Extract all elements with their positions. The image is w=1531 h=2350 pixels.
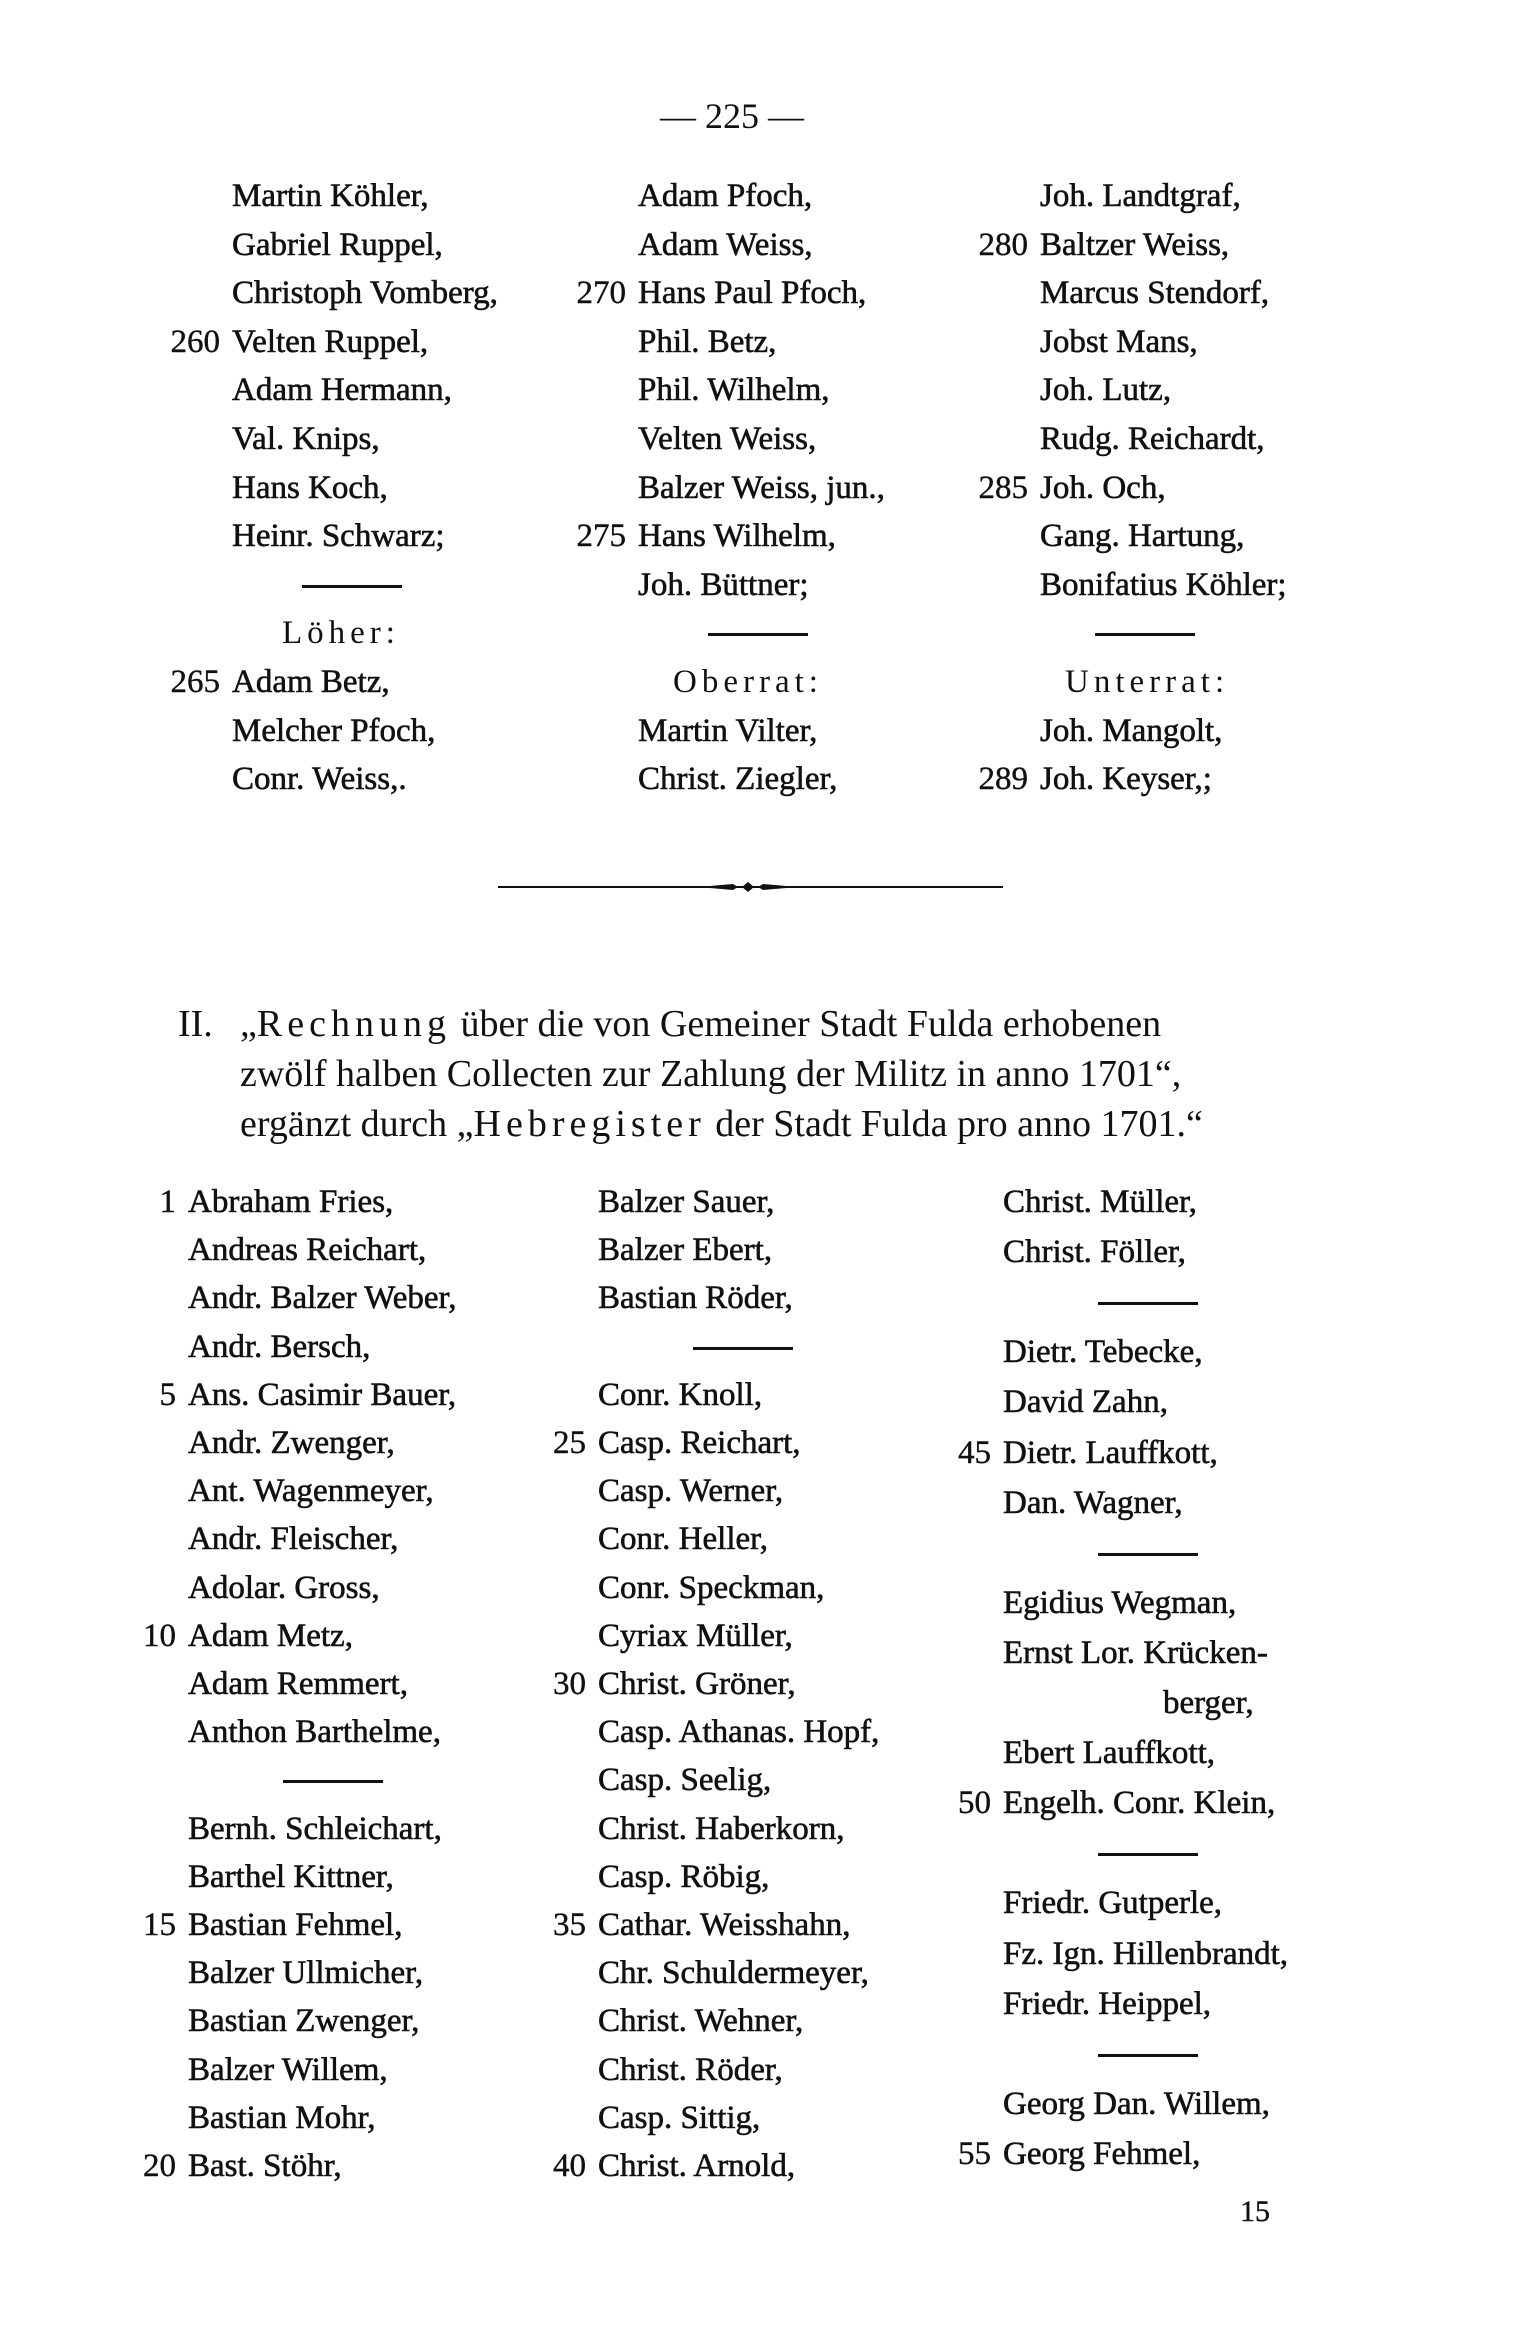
entry-number: 45 (958, 1434, 991, 1471)
name-entry: Bernh. Schleichart, (188, 1810, 442, 1847)
name-entry: Adam Remmert, (188, 1666, 408, 1702)
name-entry: Adam Pfoch, (638, 178, 813, 214)
name-entry: Engelh. Conr. Klein, (1003, 1785, 1276, 1822)
name-entry: Andreas Reichart, (188, 1232, 427, 1269)
entry-number: 289 (978, 761, 1028, 798)
name-entry: Joh. Mangolt, (1040, 712, 1223, 749)
name-entry: Anthon Barthelme, (188, 1714, 441, 1751)
entry-number: 5 (159, 1376, 176, 1413)
name-entry: berger, (1163, 1685, 1254, 1721)
group-heading: Unterrat: (1065, 664, 1230, 700)
name-entry: Bonifatius Köhler; (1040, 566, 1287, 603)
heading-rest: über die von Gemeiner Stadt Fulda erhobenen (450, 1003, 1162, 1045)
name-entry: Gang. Hartung, (1040, 518, 1245, 555)
spaced-title: Hebregister (473, 1103, 706, 1145)
name-entry: Gabriel Ruppel, (232, 226, 443, 263)
name-entry: Velten Ruppel, (232, 323, 429, 360)
entry-number: 25 (553, 1425, 586, 1461)
heading-rest: der Stadt Fulda pro anno 1701.“ (705, 1103, 1203, 1145)
name-entry: Balzer Weiss, jun., (638, 469, 885, 506)
name-entry: Ebert Lauffkott, (1003, 1735, 1215, 1772)
name-entry: Melcher Pfoch, (232, 712, 436, 749)
name-entry: Chr. Schuldermeyer, (598, 1955, 869, 1992)
name-entry: Conr. Heller, (598, 1521, 769, 1558)
name-entry: Andr. Bersch, (188, 1328, 371, 1365)
name-entry: Andr. Balzer Weber, (188, 1280, 457, 1317)
name-entry: Barthel Kittner, (188, 1858, 394, 1895)
name-entry: Friedr. Gutperle, (1003, 1885, 1223, 1922)
name-entry: Jobst Mans, (1040, 323, 1198, 360)
name-entry: Christ. Wehner, (598, 2003, 804, 2040)
name-entry: Adam Betz, (232, 664, 390, 700)
name-entry: Ernst Lor. Krücken- (1003, 1634, 1268, 1671)
name-entry: Phil. Wilhelm, (638, 372, 830, 409)
name-entry: Balzer Willem, (188, 2051, 388, 2088)
entry-number: 260 (170, 323, 220, 360)
entry-number: 20 (143, 2148, 176, 2184)
entry-number: 50 (958, 1785, 991, 1822)
name-entry: Abraham Fries, (188, 1184, 394, 1220)
name-entry: Casp. Werner, (598, 1473, 784, 1510)
name-entry: Dietr. Lauffkott, (1003, 1434, 1218, 1471)
group-heading: Löher: (282, 615, 400, 652)
name-entry: Joh. Landtgraf, (1040, 178, 1241, 214)
separator-rule (1098, 1553, 1198, 1556)
name-entry: Bastian Zwenger, (188, 2003, 420, 2040)
name-entry: Hans Wilhelm, (638, 518, 836, 555)
name-entry: Adam Weiss, (638, 226, 813, 263)
signature-mark: 15 (1240, 2195, 1270, 2228)
name-entry: Christ. Gröner, (598, 1666, 796, 1702)
page-number: — 225 — (660, 96, 804, 136)
name-entry: Conr. Speckman, (598, 1569, 825, 1606)
name-entry: Rudg. Reichardt, (1040, 421, 1265, 457)
separator-rule (1098, 1853, 1198, 1856)
entry-number: 280 (978, 226, 1028, 263)
name-entry: Marcus Stendorf, (1040, 275, 1270, 312)
entry-number: 30 (553, 1666, 586, 1702)
name-entry: Conr. Knoll, (598, 1376, 763, 1413)
name-entry: Christ. Arnold, (598, 2148, 796, 2184)
name-entry: Christ. Röder, (598, 2051, 783, 2088)
entry-number: 285 (978, 469, 1028, 506)
separator-rule (708, 633, 808, 636)
name-entry: Bastian Röder, (598, 1280, 793, 1317)
name-entry: Baltzer Weiss, (1040, 226, 1230, 263)
name-entry: Cathar. Weisshahn, (598, 1907, 851, 1943)
name-entry: Adam Hermann, (232, 372, 452, 409)
name-entry: Georg Fehmel, (1003, 2135, 1201, 2172)
entry-number: 275 (576, 518, 626, 555)
name-entry: Casp. Röbig, (598, 1858, 770, 1895)
name-entry: Ans. Casimir Bauer, (188, 1376, 457, 1413)
name-entry: Martin Vilter, (638, 712, 818, 749)
name-entry: Hans Koch, (232, 469, 388, 506)
heading-start: ergänzt durch „ (240, 1103, 474, 1145)
entry-number: 35 (553, 1907, 586, 1943)
name-entry: Bastian Fehmel, (188, 1907, 403, 1943)
name-entry: Hans Paul Pfoch, (638, 275, 867, 312)
entry-number: 10 (143, 1617, 176, 1654)
name-entry: Val. Knips, (232, 421, 380, 457)
name-entry: Casp. Seelig, (598, 1762, 772, 1799)
entry-number: 40 (553, 2148, 586, 2184)
name-entry: Casp. Sittig, (598, 2099, 761, 2136)
name-entry: Dan. Wagner, (1003, 1484, 1183, 1521)
separator-rule (1095, 633, 1195, 636)
name-entry: Phil. Betz, (638, 323, 777, 360)
entry-number: 270 (576, 275, 626, 312)
separator-rule (302, 585, 402, 588)
name-entry: Christ. Haberkorn, (598, 1810, 845, 1847)
name-entry: Balzer Ullmicher, (188, 1955, 424, 1992)
entry-number: 55 (958, 2135, 991, 2172)
heading-line-1 (240, 1005, 1161, 1043)
name-entry: Adam Metz, (188, 1617, 353, 1654)
name-entry: Christ. Ziegler, (638, 761, 838, 798)
name-entry: Joh. Büttner; (638, 566, 809, 603)
name-entry: Martin Köhler, (232, 178, 429, 214)
name-entry: Casp. Athanas. Hopf, (598, 1714, 880, 1751)
separator-rule (693, 1347, 793, 1350)
ornament-divider (498, 880, 1003, 894)
name-entry: Adolar. Gross, (188, 1569, 380, 1606)
name-entry: Ant. Wagenmeyer, (188, 1473, 434, 1510)
name-entry: Casp. Reichart, (598, 1425, 801, 1461)
separator-rule (283, 1780, 383, 1783)
name-entry: Velten Weiss, (638, 421, 817, 457)
name-entry: Christ. Föller, (1003, 1234, 1186, 1271)
entry-number: 265 (170, 664, 220, 700)
name-entry: Joh. Keyser,; (1040, 761, 1212, 798)
name-entry: Bast. Stöhr, (188, 2148, 342, 2184)
heading-line-2: zwölf halben Collecten zur Zahlung der Militz in anno 1701“, (240, 1053, 1182, 1095)
name-entry: Friedr. Heippel, (1003, 1985, 1212, 2022)
open-quote: „ (240, 1003, 257, 1045)
name-entry: Dietr. Tebecke, (1003, 1334, 1203, 1371)
separator-rule (1098, 1302, 1198, 1305)
name-entry: Egidius Wegman, (1003, 1584, 1237, 1621)
name-entry: Balzer Sauer, (598, 1184, 775, 1220)
entry-number: 15 (143, 1907, 176, 1943)
name-entry: Conr. Weiss,. (232, 761, 407, 798)
name-entry: Christ. Müller, (1003, 1184, 1197, 1220)
section-numeral: II. (178, 1003, 213, 1045)
name-entry: Balzer Ebert, (598, 1232, 773, 1269)
entry-number: 1 (159, 1184, 176, 1220)
name-entry: Andr. Fleischer, (188, 1521, 399, 1558)
name-entry: Bastian Mohr, (188, 2099, 376, 2136)
separator-rule (1098, 2054, 1198, 2057)
name-entry: Joh. Lutz, (1040, 372, 1172, 409)
name-entry: Cyriax Müller, (598, 1617, 793, 1654)
name-entry: Andr. Zwenger, (188, 1425, 395, 1461)
group-heading: Oberrat: (673, 664, 823, 700)
name-entry: Joh. Och, (1040, 469, 1166, 506)
name-entry: Christoph Vomberg, (232, 275, 498, 312)
heading-line-3 (240, 1105, 1203, 1143)
name-entry: Heinr. Schwarz; (232, 518, 445, 555)
name-entry: David Zahn, (1003, 1384, 1168, 1421)
spaced-title: Rechnung (256, 1003, 451, 1045)
name-entry: Fz. Ign. Hillenbrandt, (1003, 1935, 1289, 1972)
name-entry: Georg Dan. Willem, (1003, 2085, 1270, 2122)
